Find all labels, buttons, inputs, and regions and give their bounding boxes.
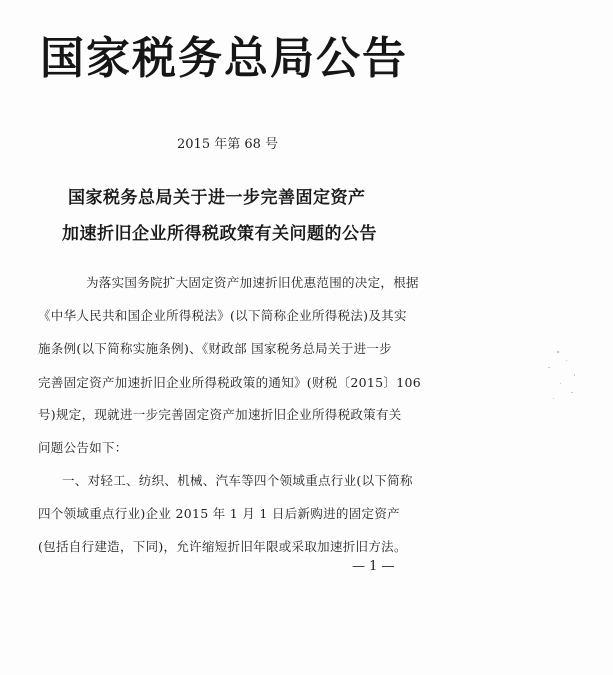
body-text-line: 为落实国务院扩大固定资产加速折旧优惠范围的决定，根据 bbox=[86, 275, 419, 290]
body-text-line: (包括自行建造，下同)，允许缩短折旧年限或采取加速折旧方法。 bbox=[38, 539, 407, 554]
page-number: — 1 — bbox=[352, 559, 395, 574]
body-text-line: 《中华人民共和国企业所得税法》(以下简称企业所得税法)及其实 bbox=[38, 308, 407, 323]
scan-speck bbox=[571, 392, 573, 393]
scan-speck bbox=[557, 351, 559, 353]
masthead-title: 国家税务总局公告 bbox=[40, 33, 408, 84]
document-number: 2015 年第 68 号 bbox=[177, 137, 279, 152]
scan-speck bbox=[553, 398, 554, 399]
announcement-title-line-2: 加速折旧企业所得税政策有关问题的公告 bbox=[62, 224, 377, 244]
body-text-line: 四个领域重点行业)企业 2015 年 1 月 1 日后新购进的固定资产 bbox=[38, 506, 400, 521]
scan-speck bbox=[548, 367, 550, 368]
body-text-line: 一、对轻工、纺织、机械、汽车等四个领域重点行业(以下简称 bbox=[62, 473, 413, 488]
announcement-title-line-1: 国家税务总局关于进一步完善固定资产 bbox=[68, 188, 366, 208]
scan-speck bbox=[566, 360, 567, 361]
body-text-line: 施条例(以下简称实施条例)、《财政部 国家税务总局关于进一步 bbox=[38, 341, 392, 356]
body-text-line: 问题公告如下： bbox=[38, 440, 128, 455]
scan-speck bbox=[574, 374, 575, 376]
body-text-line: 号)规定，现就进一步完善固定资产加速折旧企业所得税政策有关 bbox=[38, 407, 402, 422]
body-text-line: 完善固定资产加速折旧企业所得税政策的通知》(财税〔2015〕106 bbox=[38, 375, 421, 390]
scan-speck bbox=[560, 383, 561, 384]
